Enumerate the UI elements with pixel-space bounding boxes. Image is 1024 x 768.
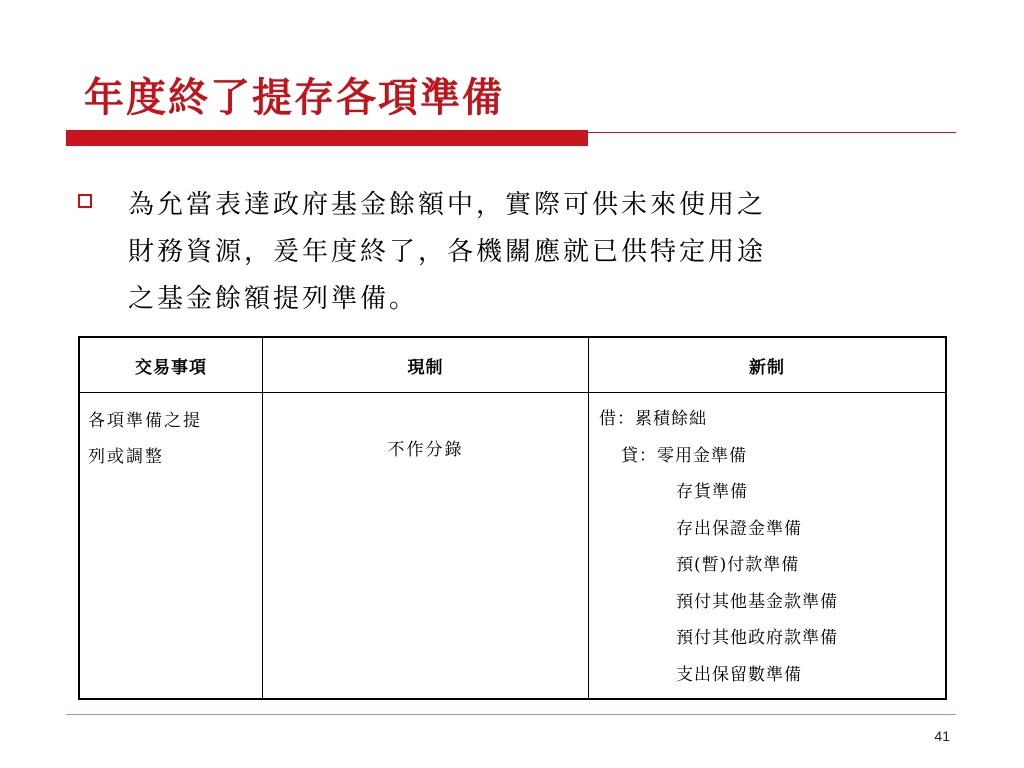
credit-account: 預(暫)付款準備 <box>676 555 800 575</box>
cell-current-system <box>263 393 589 700</box>
credit-account: 預付其他政府款準備 <box>676 628 838 648</box>
credit-account: 存貨準備 <box>676 482 748 502</box>
footer-divider <box>66 714 956 715</box>
table-row <box>79 393 946 700</box>
title-underline-thin <box>66 132 956 133</box>
credit-entry: 貸：零用金準備 <box>621 445 747 466</box>
bullet-paragraph <box>128 182 948 323</box>
accounting-entry-table <box>78 336 947 700</box>
header-transaction: 交易事項 <box>79 337 263 393</box>
bullet-line: 之基金餘額提列準備。 <box>128 284 419 314</box>
credit-account: 預付其他基金款準備 <box>676 591 838 612</box>
page-number: 41 <box>934 728 950 744</box>
header-new-system: 新制 <box>589 337 947 393</box>
cell-new-system <box>589 393 947 700</box>
transaction-line: 列或調整 <box>88 447 164 467</box>
bullet-line: 為允當表達政府基金餘額中，實際可供未來使用之 <box>128 190 767 220</box>
bullet-line: 財務資源，爰年度終了，各機關應就已供特定用途 <box>128 237 767 267</box>
header-current-system: 現制 <box>263 337 589 393</box>
table-header-row <box>79 337 946 393</box>
credit-account: 存出保證金準備 <box>676 518 802 539</box>
credit-account: 支出保留數準備 <box>676 664 802 685</box>
current-entry: 不作分錄 <box>387 440 464 460</box>
debit-entry: 借：累積餘絀 <box>599 409 707 429</box>
square-bullet-icon <box>78 194 92 208</box>
slide-title: 年度終了提存各項準備 <box>84 74 504 121</box>
cell-transaction <box>79 393 263 700</box>
transaction-line: 各項準備之提 <box>88 411 202 431</box>
